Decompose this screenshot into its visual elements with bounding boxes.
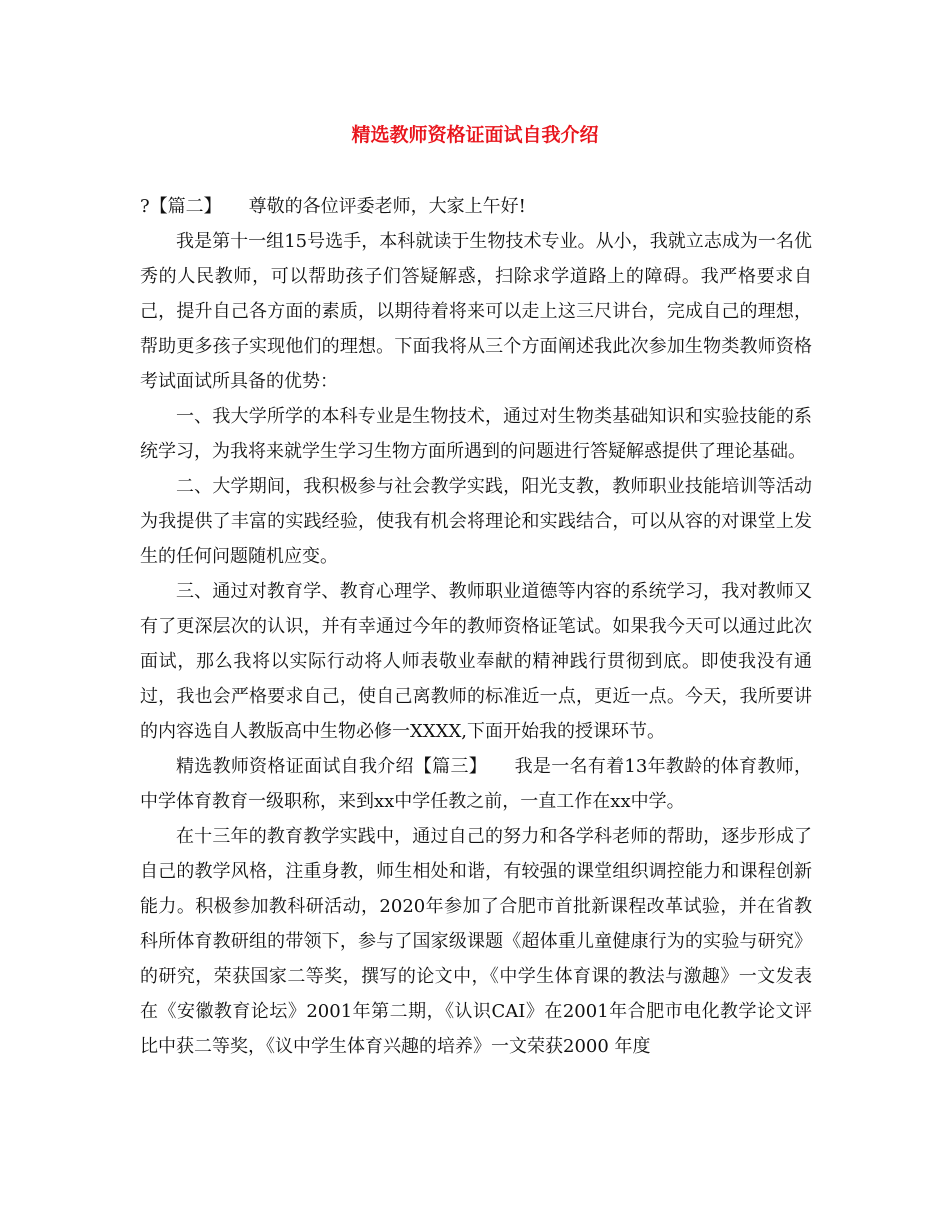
paragraph-section-three-intro: 精选教师资格证面试自我介绍【篇三】 我是一名有着13年教龄的体育教师，中学体育教育一级职称，来到xx中学任教之前，一直工作在xx中学。 [140,756,812,812]
document-title: 精选教师资格证面试自我介绍 [351,124,599,146]
paragraph-point-three: 三、通过对教育学、教育心理学、教师职业道德等内容的系统学习，我对教师又有了更深层次的认识，并有幸通过今年的教师资格证笔试。如果我今天可以通过此次面试，那么我将以实际行动将人师表敬业奉献的精神践行贯彻到底。即使我没有通过，我也会严格要求自己，使自己离教师的标准近一点，更近一点。今天，我所要讲的内容选自人教版高中生物必修一XXXX,下面开始我的授课环节。 [140,581,812,742]
paragraph-point-two: 二、大学期间，我积极参与社会教学实践，阳光支教，教师职业技能培训等活动为我提供了丰富的实践经验，使我有机会将理论和实践结合，可以从容的对课堂上发生的任何问题随机应变。 [140,476,812,567]
paragraph-greeting: ?【篇二】 尊敬的各位评委老师，大家上午好! [140,196,526,217]
paragraph-teaching-experience: 在十三年的教育教学实践中，通过自己的努力和各学科老师的帮助，逐步形成了自己的教学风格，注重身教，师生相处和谐，有较强的课堂组织调控能力和课程创新能力。积极参加教科研活动，2020年参加了合肥市首批新课程改革试验，并在省教科所体育教研组的带领下，参与了国家级课题《超体重儿童健康行为的实验与研究》的研究，荣获国家二等奖，撰写的论文中，《中学生体育课的教法与激趣》一文发表在《安徽教育论坛》2001年第二期，《认识CAI》在2001年合肥市电化教学论文评比中获二等奖，《议中学生体育兴趣的培养》一文荣获2000 年度 [140,826,812,1057]
paragraph-point-one: 一、我大学所学的本科专业是生物技术，通过对生物类基础知识和实验技能的系统学习，为我将来就学生学习生物方面所遇到的问题进行答疑解惑提供了理论基础。 [140,406,812,462]
document-body [140,189,812,1064]
paragraph-introduction: 我是第十一组15号选手，本科就读于生物技术专业。从小，我就立志成为一名优秀的人民教师，可以帮助孩子们答疑解惑，扫除求学道路上的障碍。我严格要求自己，提升自己各方面的素质，以期待着将来可以走上这三尺讲台，完成自己的理想，帮助更多孩子实现他们的理想。下面我将从三个方面阐述我此次参加生物类教师资格考试面试所具备的优势： [140,231,812,392]
